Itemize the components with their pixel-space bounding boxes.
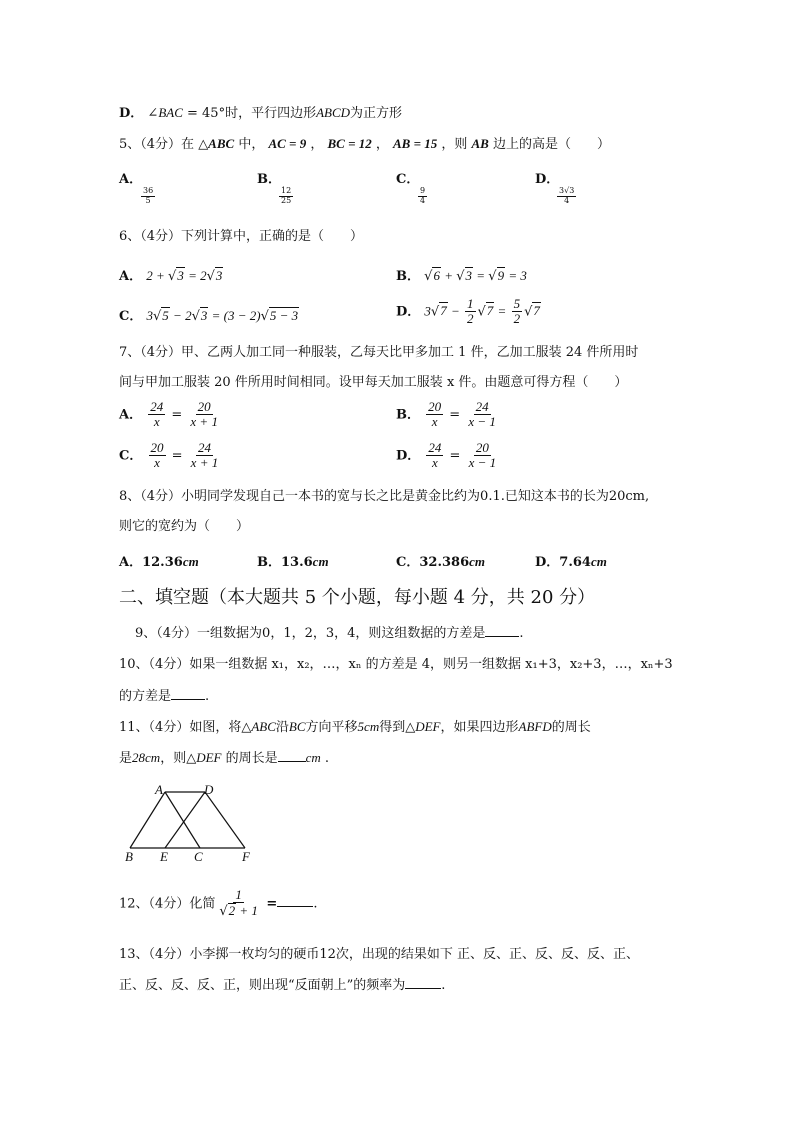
q5-option-b: B． $\frac{12}{25}$	[257, 172, 292, 205]
label-c: C	[194, 849, 203, 862]
line-ed	[165, 792, 205, 848]
label-f: F	[242, 849, 250, 862]
q7-option-c: C． $\frac{20}{x}$ = $\frac{24}{x + 1}$	[119, 440, 219, 471]
q4-option-d: D． ∠BAC = 45°时，平行四边形ABCD为正方形	[119, 105, 403, 121]
q6-option-b: B． √6 + √3 = √9 = 3	[396, 268, 527, 284]
q6-option-d: D． 3√7 − $\frac{1}{2}$ √7 = $\frac{5}{2}$ √7	[396, 296, 540, 327]
q7-stem-line2: 间与甲加工服装 20 件所用时间相同。设甲每天加工服装 x 件。由题意可得方程（ ）	[119, 375, 628, 390]
q7-option-b: B． $\frac{20}{x}$ = $\frac{24}{x - 1}$	[396, 399, 496, 430]
q13-stem-line2: 正、反、反、反、正，则出现“反面朝上”的频率为 .	[119, 978, 446, 993]
q8-option-a: A．12.36cm	[119, 554, 199, 570]
q10-answer-blank[interactable]	[171, 687, 205, 700]
translation-figure	[120, 782, 260, 862]
q13-stem-line1: 13、（4分）小李掷一枚均匀的硬币12次，出现的结果如下 正、反、正、反、反、反、正、	[119, 947, 639, 962]
q10-stem-line1: 10、（4分）如果一组数据 x₁，x₂，…，xₙ 的方差是 4，则另一组数据 x₁+3，x₂+3，…，xₙ+3	[119, 657, 673, 672]
q8-option-c: C．32.386cm	[396, 554, 486, 570]
q5-option-d: D． $\frac{3√3}{4}$	[535, 172, 575, 205]
q11-stem-line2: 是28cm，则△DEF 的周长是 cm .	[119, 750, 330, 766]
q6-option-a: A． 2 + √3 = 2√3	[119, 268, 223, 284]
q9-answer-blank[interactable]	[485, 624, 519, 637]
q8-stem-line2: 则它的宽约为（ ）	[119, 519, 250, 534]
line-ab	[130, 792, 165, 848]
label-b: B	[125, 849, 133, 862]
q5-option-a: A． $\frac{36}{5}$	[119, 172, 154, 205]
label-e: E	[160, 849, 168, 862]
q7-option-d: D． $\frac{24}{x}$ = $\frac{20}{x - 1}$	[396, 440, 497, 471]
q10-stem-line2: 的方差是 .	[119, 689, 210, 704]
q12-stem: 12、（4分）化简 $\frac{1}{√2 + 1}$ = .	[119, 887, 318, 920]
q7-stem-line1: 7、（4分）甲、乙两人加工同一种服装，乙每天比甲多加工 1 件，乙加工服装 24 件所用时	[119, 345, 639, 360]
q5-stem: 5、（4分）在 △ABC 中， AC = 9 ， BC = 12 ， AB = 15 ，则 AB 边上的高是（ ）	[119, 136, 610, 152]
q5-option-c: C． $\frac{9}{4}$	[396, 172, 426, 205]
q11-stem-line1: 11、（4分）如图，将△ABC沿BC方向平移5cm得到△DEF，如果四边形ABFD的周长	[119, 719, 591, 735]
q6-stem: 6、（4分）下列计算中，正确的是（ ）	[119, 229, 364, 244]
q11-answer-blank[interactable]	[278, 749, 306, 762]
q12-answer-blank[interactable]	[277, 894, 313, 907]
q13-answer-blank[interactable]	[405, 976, 441, 989]
section-title: 二、填空题（本大题共 5 个小题，每小题 4 分，共 20 分）	[119, 587, 596, 608]
q7-option-a: A． $\frac{24}{x}$ = $\frac{20}{x + 1}$	[119, 399, 218, 430]
label-a: A	[155, 782, 163, 797]
q8-option-d: D．7.64cm	[535, 554, 607, 570]
line-df	[205, 792, 245, 848]
label-d: D	[204, 782, 214, 797]
q8-option-b: B．13.6cm	[257, 554, 329, 570]
q9-stem: 9、（4分）一组数据为0，1，2，3，4，则这组数据的方差是 .	[135, 626, 524, 641]
q8-stem-line1: 8、（4分）小明同学发现自己一本书的宽与长之比是黄金比约为0.1.已知这本书的长为20cm,	[119, 489, 650, 504]
line-ac	[165, 792, 200, 848]
q6-option-c: C． 3√5 − 2√3 = (3 − 2)√5 − 3	[119, 308, 299, 324]
